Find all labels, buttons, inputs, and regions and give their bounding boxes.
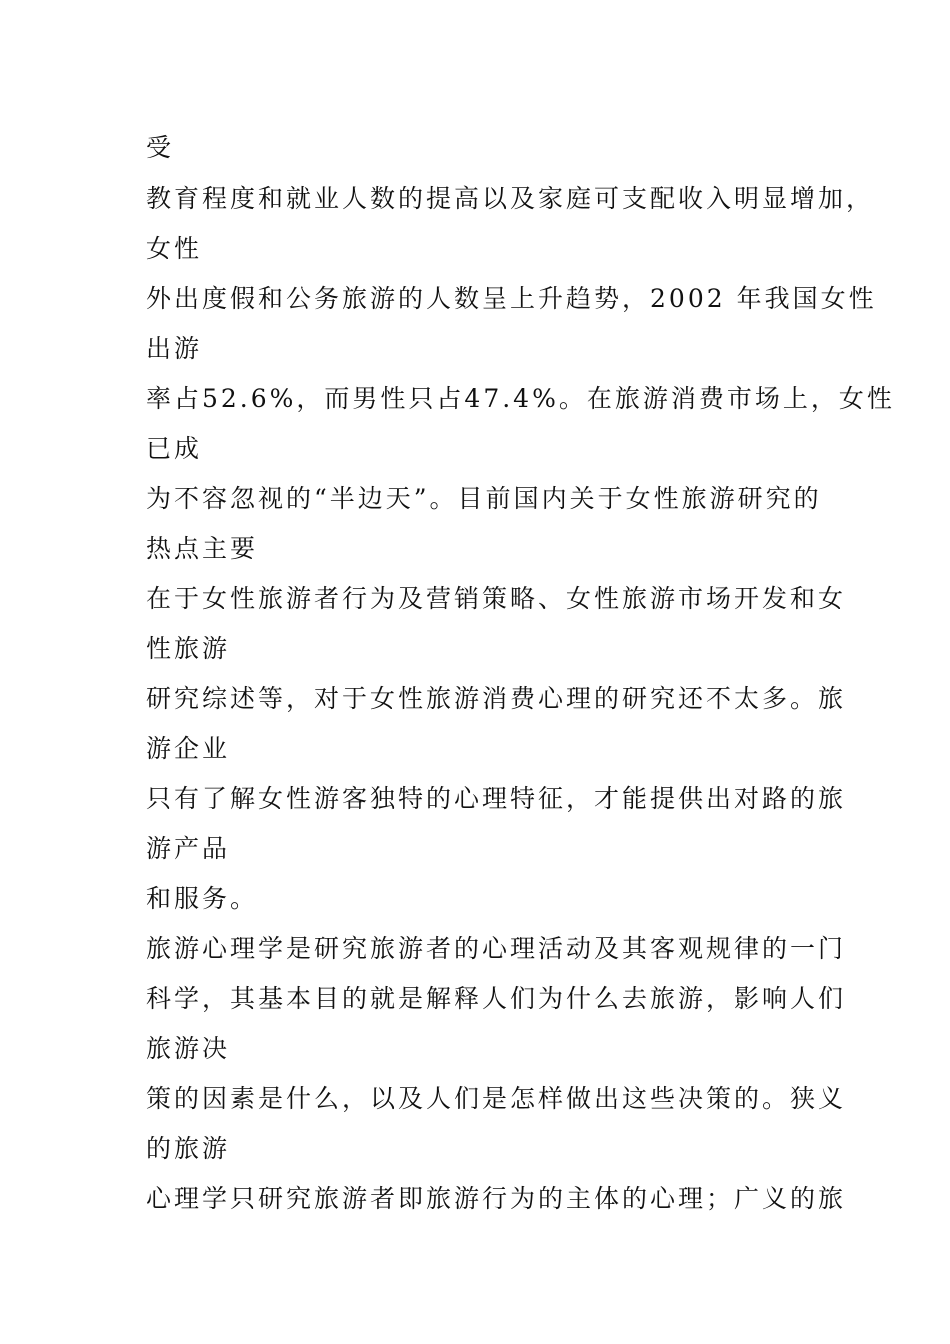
text-line: 旅游心理学是研究旅游者的心理活动及其客观规律的一门 (146, 934, 847, 963)
text-line: 旅游决 (146, 1034, 231, 1063)
text-line: 女性 (146, 234, 203, 263)
text-line: 性旅游 (146, 634, 231, 663)
text-line: 和服务。 (146, 884, 259, 913)
text-line: 游企业 (146, 734, 231, 763)
text-line: 已成 (146, 434, 203, 463)
text-line: 受 (146, 133, 175, 162)
text-line: 只有了解女性游客独特的心理特征，才能提供出对路的旅 (146, 784, 847, 813)
text-line: 出游 (146, 334, 203, 363)
text-line: 教育程度和就业人数的提高以及家庭可支配收入明显增加， (146, 184, 875, 213)
text-line: 科学，其基本目的就是解释人们为什么去旅游，影响人们 (146, 984, 847, 1013)
text-line: 热点主要 (146, 534, 259, 563)
text-line: 在于女性旅游者行为及营销策略、女性旅游市场开发和女 (146, 584, 847, 613)
text-line: 为不容忽视的“半边天”。目前国内关于女性旅游研究的 (146, 484, 822, 513)
text-line: 研究综述等，对于女性旅游消费心理的研究还不太多。旅 (146, 684, 847, 713)
text-line: 游产品 (146, 834, 231, 863)
text-line: 的旅游 (146, 1134, 231, 1163)
text-line: 心理学只研究旅游者即旅游行为的主体的心理；广义的旅 (146, 1184, 847, 1213)
text-line: 率占52.6%，而男性只占47.4%。在旅游消费市场上，女性 (146, 384, 895, 413)
text-line: 策的因素是什么，以及人们是怎样做出这些决策的。狭义 (146, 1084, 847, 1113)
text-line: 外出度假和公务旅游的人数呈上升趋势，2002 年我国女性 (146, 284, 877, 313)
